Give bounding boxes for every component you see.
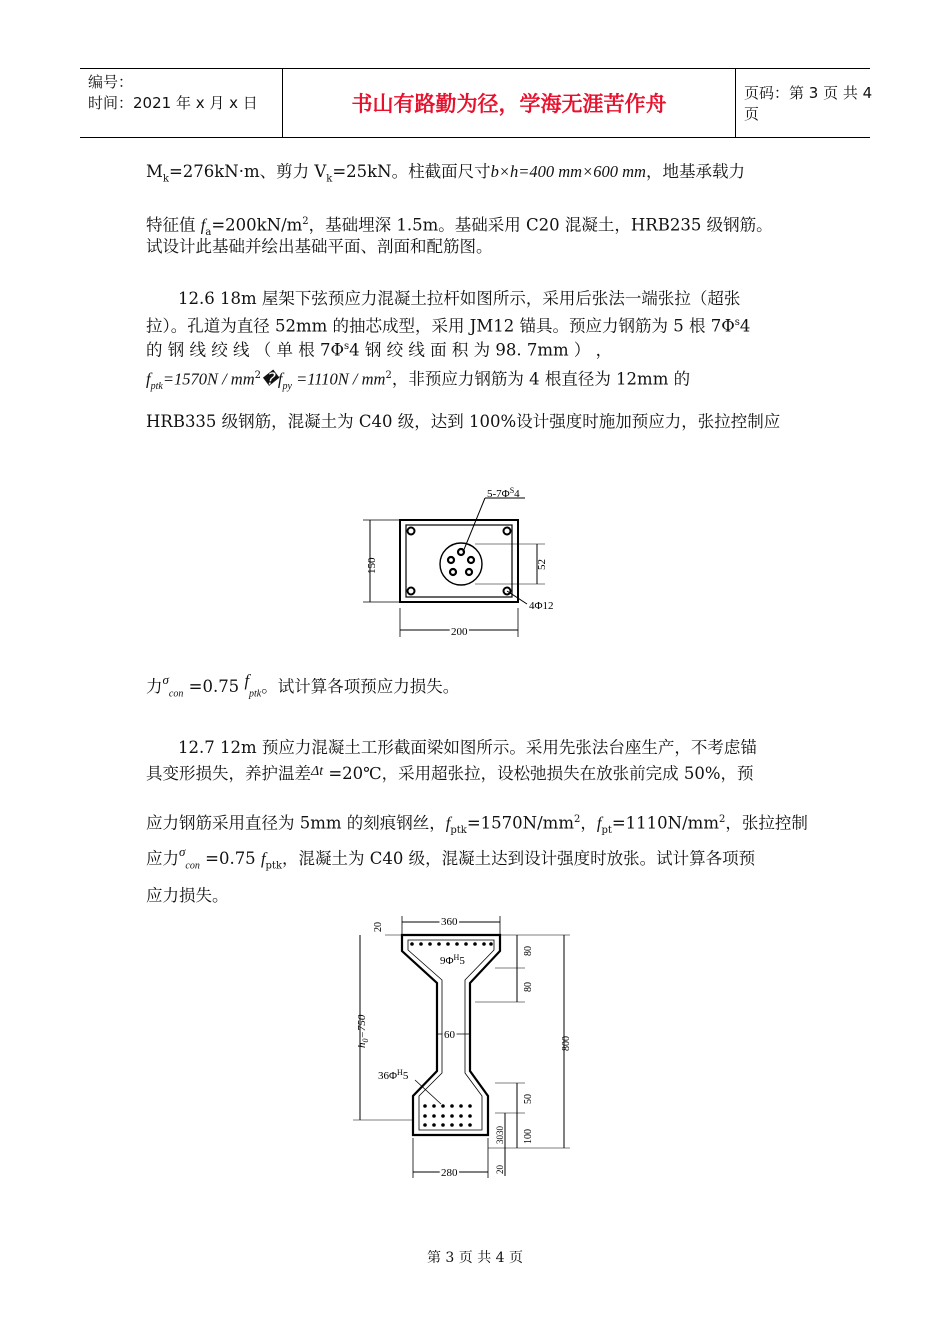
svg-text:9ΦH5: $9\Phi^H5$ xyxy=(440,953,465,967)
header-page: 页码：第 3 页 共 4 页 xyxy=(744,84,873,123)
page-header xyxy=(80,68,873,138)
strands xyxy=(448,549,474,575)
top-wires xyxy=(410,942,493,946)
figure-i-beam-section xyxy=(345,908,585,1188)
svg-text:280: 280 xyxy=(441,1167,458,1179)
text-line: 的 钢 线 绞 线 （ 单 根 $7\Phi^s4$ 钢 绞 线 面 积 为 98. 7mm ） ， xyxy=(146,340,613,360)
text-line: 试设计此基础并绘出基础平面、剖面和配筋图。 xyxy=(146,237,493,256)
svg-text:50: 50 xyxy=(523,1094,534,1104)
header-motto: 书山有路勤为径，学海无涯苦作舟 xyxy=(283,69,736,137)
svg-text:80: 80 xyxy=(523,946,534,956)
svg-text:800: 800 xyxy=(561,1036,572,1051)
text-line: 12.6 18m 屋架下弦预应力混凝土拉杆如图所示，采用后张法一端张拉（超张 xyxy=(178,289,741,308)
text-line: HRB335 级钢筋，混凝土为 C40 级，达到 100%设计强度时施加预应力，张拉控制应 xyxy=(146,412,781,431)
svg-text:20: 20 xyxy=(373,922,384,932)
page-footer: 第 3 页 共 4 页 xyxy=(426,1250,524,1266)
outer-section xyxy=(400,520,518,602)
header-meta xyxy=(80,69,283,137)
svg-text:4Φ12: 4Φ12 xyxy=(529,600,554,612)
svg-text:200: 200 xyxy=(451,626,468,638)
text-line: 12.7 12m 预应力混凝土工形截面梁如图所示。采用先张法台座生产，不考虑锚 xyxy=(178,738,757,757)
svg-text:80: 80 xyxy=(523,982,534,992)
svg-text:h0=750: $h_0=750$ xyxy=(356,1014,370,1048)
text-line: 拉）。孔道为直径 52mm 的抽芯成型，采用 JM12 锚具。预应力钢筋为 5 根 $7\Phi^s4$ xyxy=(146,316,751,336)
formula: b×h=400 mm×600 mm xyxy=(490,162,646,181)
svg-text:20: 20 xyxy=(495,1165,505,1174)
svg-text:100: 100 xyxy=(523,1129,534,1144)
svg-text:360: 360 xyxy=(441,916,458,928)
text-line: $f_{ptk}=1570N$ / $mm^2�f_{py} =1110N / mm^2$，非预应力钢筋为 4 根直径为 12mm 的 xyxy=(146,369,691,392)
text-line: 应力$^\sigma_{con}$ =0.75 $f_{ptk}$，混凝土为 C40 级，混凝土达到设计强度时放张。试计算各项预 xyxy=(146,844,756,872)
figure-tie-section xyxy=(345,480,605,650)
svg-text:150: 150 xyxy=(366,557,378,574)
svg-text:36ΦH5: $36\Phi^H5$ xyxy=(378,1068,409,1082)
time-label: 时间：2021 年 x 月 x 日 xyxy=(88,94,258,112)
text-line: 具变形损失，养护温差$^{\Delta t}$ =20℃，采用超张拉，设松弛损失在放张前完成 50%，预 xyxy=(146,764,754,783)
text-line: 应力损失。 xyxy=(146,886,229,905)
text-line: 力$^\sigma_{con}$ =0.75 $f_{ptk}$。试计算各项预应力损失。 xyxy=(146,671,460,700)
text-line: $M_k=276kN\cdot m$、剪力 $V_k=25kN$。柱截面尺寸b×h=400 mm×600 mm，地基承载力 xyxy=(146,162,745,185)
svg-text:52: 52 xyxy=(536,559,548,570)
text-line: 应力钢筋采用直径为 5mm 的刻痕钢丝，$f_{ptk}=1570N/mm^2$，$f_{pt}=1110N/mm^2$，张拉控制 xyxy=(146,813,808,836)
svg-text:60: 60 xyxy=(444,1029,455,1041)
svg-text:5-7ΦS4: $5-7\Phi^S4$ xyxy=(487,486,520,500)
svg-text:3030: 3030 xyxy=(495,1126,505,1144)
stirrup xyxy=(406,525,512,597)
text-line: 特征值 $f_a=200kN/m^2$，基础埋深 1.5m。基础采用 C20 混凝土，HRB235 级钢筋。 xyxy=(146,215,773,238)
number-label: 编号： xyxy=(88,73,134,91)
bottom-wires xyxy=(423,1104,472,1127)
